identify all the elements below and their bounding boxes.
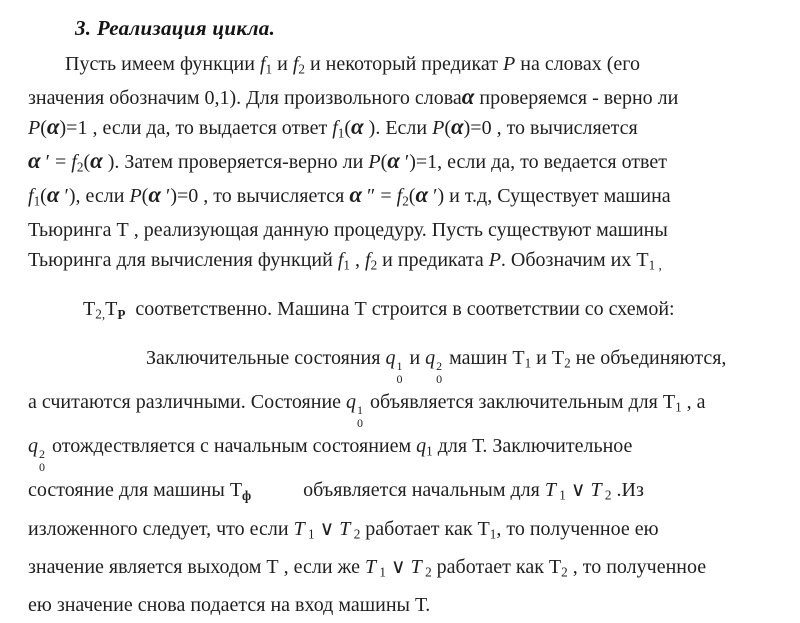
text-segment: ″ =: [362, 185, 397, 208]
text-segment: T: [590, 479, 602, 502]
text-segment: f: [365, 248, 371, 271]
text-line: [28, 386, 790, 430]
math-alpha: α: [351, 113, 364, 139]
text-segment: 2: [350, 526, 361, 542]
text-segment: 2: [76, 159, 84, 175]
text-segment: f: [337, 248, 344, 271]
text-segment: T: [293, 517, 305, 540]
text-segment: (: [408, 185, 416, 208]
math-supsub: 1 0: [396, 358, 403, 386]
text-segment: q: [416, 434, 427, 457]
text-line: [28, 246, 790, 280]
text-segment: 1: [376, 564, 386, 580]
text-segment: (: [380, 150, 388, 173]
text-line: [28, 148, 790, 182]
math-alpha: α: [461, 84, 475, 110]
math-alpha: α: [148, 182, 161, 208]
text-segment: 1: [33, 193, 41, 209]
text-segment: f: [71, 150, 77, 173]
paragraph: [28, 295, 790, 330]
text-segment: соответственно. Машина Т строится в соответствии со схемой:: [125, 297, 675, 320]
text-line: [28, 430, 790, 474]
text-segment: 2: [601, 487, 612, 503]
text-segment: 2: [421, 564, 432, 580]
text-segment: f: [259, 53, 266, 75]
text-segment: Р: [117, 307, 126, 323]
text-line: [28, 474, 790, 513]
text-segment: 1: [304, 526, 315, 542]
text-segment: 2: [402, 193, 409, 209]
text-segment: Т: [105, 297, 118, 320]
text-segment: Пусть имеем функции: [65, 53, 260, 75]
text-segment: 1 ,: [648, 257, 662, 273]
text-segment: . Обозначим их Т: [500, 248, 649, 271]
math-supsub: 1 0: [357, 403, 364, 430]
text-segment: (: [141, 185, 149, 208]
text-segment: ф: [242, 488, 252, 504]
text-segment: для Т. Заключительное: [432, 434, 633, 457]
text-line: [28, 513, 790, 551]
text-segment: (: [444, 116, 451, 139]
text-segment: 1: [343, 257, 350, 273]
text-segment: T: [339, 517, 351, 540]
text-segment: объявляется заключительным для Т: [365, 390, 676, 413]
math-alpha: α: [28, 147, 41, 173]
text-segment: ∨: [386, 555, 411, 578]
text-segment: (: [83, 150, 91, 173]
text-segment: f: [292, 53, 299, 75]
math-alpha: α: [451, 113, 464, 139]
math-alpha: α: [387, 147, 400, 173]
text-segment: Тьюринга Т , реализующая данную процедуру. Пусть существуют машины: [28, 219, 668, 242]
text-segment: f: [332, 116, 338, 139]
text-segment: q: [28, 434, 38, 457]
text-segment: f: [28, 185, 34, 208]
text-segment: 1: [675, 399, 682, 415]
text-segment: ). Затем проверяется-верно ли: [102, 150, 369, 173]
text-segment: q: [385, 346, 396, 369]
text-segment: ′)=1, если да, то ведается ответ: [399, 150, 667, 173]
text-segment: )=1 , если да, то выдается ответ: [59, 116, 333, 139]
text-segment: ′ =: [40, 150, 72, 173]
paragraph: [28, 342, 790, 623]
text-line: [28, 551, 790, 589]
text-segment: 1: [489, 526, 497, 542]
text-segment: 1: [426, 443, 433, 459]
text-segment: изложенного следует, что если: [28, 517, 294, 540]
section-title: 3. Реализация цикла.: [75, 16, 276, 40]
math-alpha: α: [46, 113, 60, 139]
math-supsub: 2 0: [436, 358, 443, 386]
text-segment: , то полученное ею: [496, 517, 659, 540]
text-segment: на словах (его: [515, 53, 640, 75]
text-line: [28, 295, 790, 330]
text-segment: P: [432, 116, 445, 139]
text-segment: Т: [83, 297, 96, 320]
text-line: [28, 114, 790, 148]
text-segment: 1: [555, 487, 566, 503]
text-segment: T: [364, 555, 377, 578]
text-segment: ∨: [314, 517, 340, 540]
text-segment: и: [272, 53, 293, 75]
text-segment: T: [544, 479, 556, 502]
text-segment: 2: [298, 61, 305, 77]
text-line: [28, 216, 790, 246]
text-segment: и предиката: [377, 248, 489, 271]
text-line: [28, 84, 790, 114]
text-segment: (: [40, 116, 47, 139]
paragraph: [28, 50, 790, 280]
text-segment: T: [410, 555, 422, 578]
math-alpha: α: [415, 182, 429, 208]
text-segment: и Т: [531, 346, 565, 369]
text-segment: ′) и т.д, Существует машина: [428, 185, 671, 208]
text-segment: P: [503, 53, 516, 75]
text-segment: 2: [564, 355, 571, 371]
text-segment: машин Т: [444, 346, 525, 369]
text-segment: (: [40, 185, 47, 208]
text-segment: состояние для машины Т: [28, 479, 243, 502]
text-segment: а считаются различными. Состояние: [28, 390, 347, 413]
text-segment: и: [404, 346, 426, 369]
text-segment: отождествляется с начальным состоянием: [47, 434, 417, 457]
text-segment: работает как Т: [431, 555, 562, 578]
text-segment: P: [488, 248, 501, 271]
text-segment: и некоторый предикат: [304, 53, 504, 75]
text-segment: ). Если: [363, 116, 433, 139]
text-segment: (: [344, 116, 352, 139]
text-segment: , а: [681, 390, 706, 413]
text-segment: объявляется начальным для: [303, 479, 545, 502]
math-alpha: α: [46, 182, 60, 208]
text-line: [28, 50, 790, 84]
text-segment: 1: [265, 61, 273, 77]
text-segment: P: [129, 185, 142, 208]
text-segment: ею значение снова подается на вход машины Т.: [28, 594, 431, 617]
text-segment: работает как Т: [360, 517, 490, 540]
text-segment: q: [425, 346, 436, 369]
text-segment: проверяемся - верно ли: [474, 87, 679, 110]
text-segment: )=0 , то вычисляется: [463, 116, 638, 139]
text-line: [28, 589, 790, 623]
text-line: [28, 182, 790, 216]
text-segment: значение является выходом Т , если же: [28, 555, 365, 578]
text-segment: 1: [337, 125, 345, 141]
text-segment: P: [28, 116, 41, 139]
math-supsub: 2 0: [39, 447, 45, 475]
text-segment: , то полученное: [567, 555, 707, 578]
math-alpha: α: [349, 182, 363, 208]
text-segment: 2: [370, 257, 378, 273]
text-segment: q: [346, 390, 357, 413]
math-alpha: α: [90, 147, 103, 173]
text-segment: f: [396, 185, 403, 208]
text-segment: 2,: [95, 306, 106, 322]
text-segment: Заключительные состояния: [146, 346, 386, 369]
text-segment: ′)=0 , то вычисляется: [160, 185, 350, 208]
text-segment: ,: [350, 248, 365, 271]
document-body: [28, 50, 790, 623]
text-segment: .Из: [611, 479, 644, 502]
text-segment: ∨: [565, 479, 591, 502]
text-segment: Тьюринга для вычисления функций: [28, 248, 338, 271]
text-line: [28, 342, 790, 386]
text-segment: ′), если: [59, 185, 130, 208]
text-segment: 2: [561, 564, 568, 580]
text-segment: P: [368, 150, 381, 173]
text-segment: 1: [524, 355, 532, 371]
text-segment: значения обозначим 0,1). Для произвольного слова: [28, 87, 462, 110]
text-segment: не объединяются,: [570, 346, 727, 369]
